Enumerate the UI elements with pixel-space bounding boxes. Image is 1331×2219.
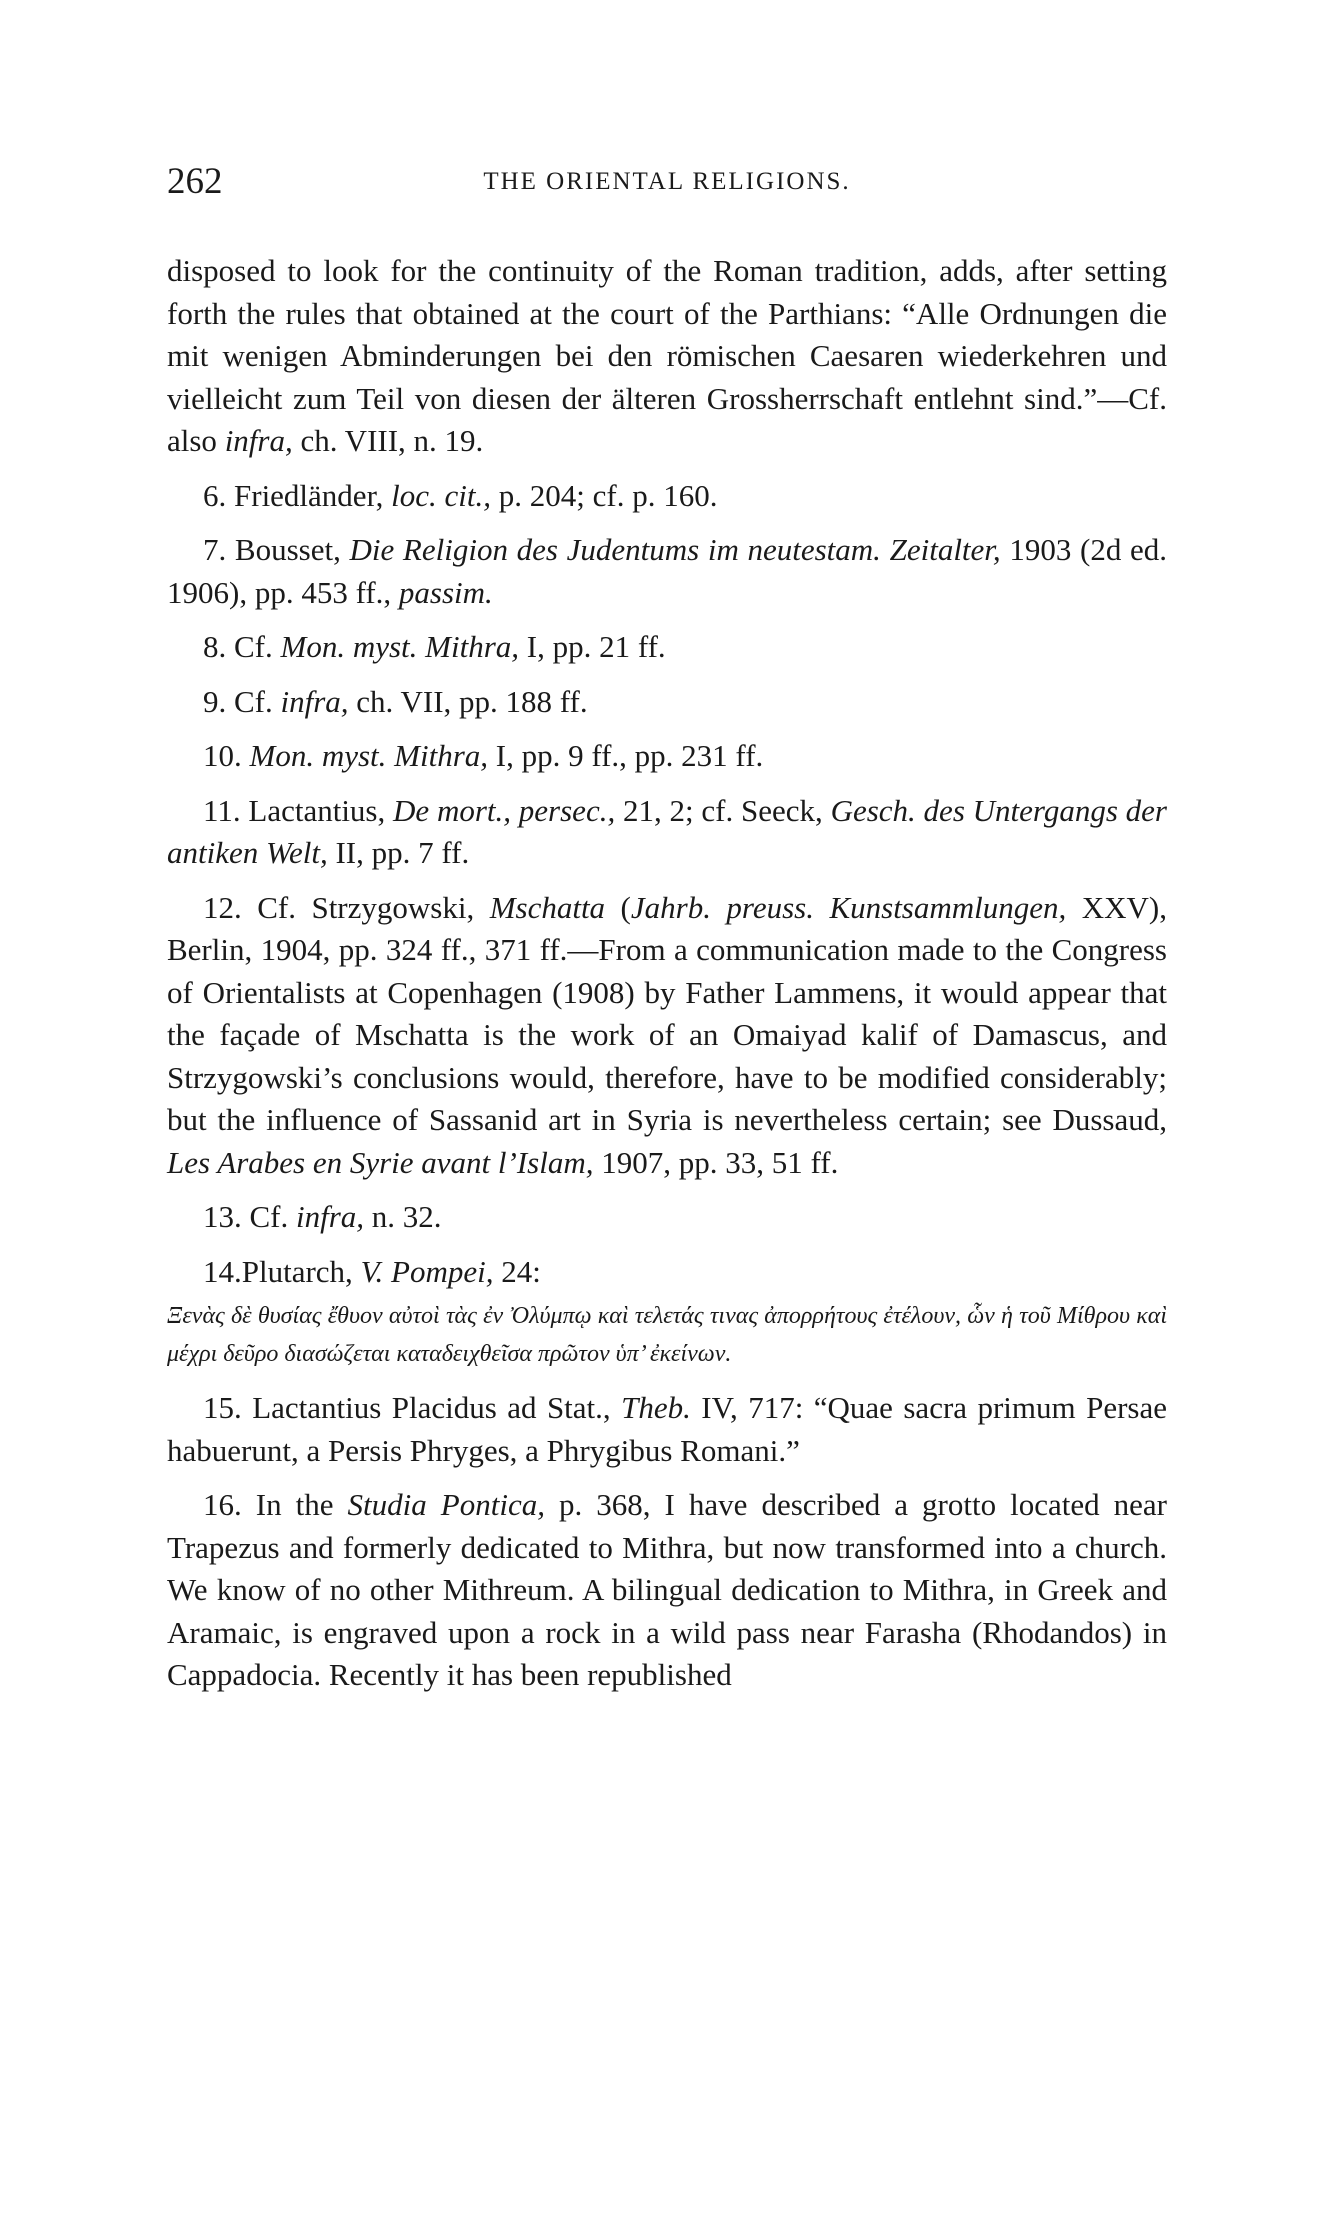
footnote-15: 15. Lactantius Placidus ad Stat., Theb. IV, 717: “Quae sacra primum Persae habuerunt, a Persis Phryges, a Phrygibus Romani.” [167,1390,1167,1468]
footnote-7: 7. Bousset, Die Religion des Judentums im neutestam. Zeitalter, 1903 (2d ed. 1906), pp. 453 ff., passim. [167,532,1167,610]
footnote-13: 13. Cf. infra, n. 32. [203,1199,442,1234]
book-page [167,160,1167,1709]
footnote-6: 6. Friedländer, loc. cit., p. 204; cf. p. 160. [203,477,718,513]
footnote-9: 9. Cf. infra, ch. VII, pp. 188 ff. [203,683,588,719]
footnote-14-greek-quote: Ξενὰς δὲ θυσίας ἔθυον αὐτοὶ τὰς ἐν Ὀλύμπῳ καὶ τελετάς τινας ἀπορρήτους ἐτέλουν, ὧν ἡ τοῦ Μίθρου καὶ μέχρι δεῦρο διασώζεται καταδειχθεῖσα πρῶτον ὑπ’ ἐκείνων. [167,1303,1167,1367]
footnote-16: 16. In the Studia Pontica, p. 368, I have described a grotto located near Trapezus and formerly dedicated to Mithra, but now transformed into a church. We know of no other Mithreum. A bilingual dedication to Mithra, in Greek and Aramaic, is engraved upon a rock in a wild pass near Farasha (Rhodandos) in Cappadocia. Recently it has been republished [167,1487,1167,1692]
footnote-11: 11. Lactantius, De mort., persec., 21, 2; cf. Seeck, Gesch. des Untergangs der antiken Welt, II, pp. 7 ff. [167,792,1167,870]
footnote-14: 14.Plutarch, V. Pompei, 24: [203,1253,541,1289]
footnote-12: 12. Cf. Strzygowski, Mschatta (Jahrb. preuss. Kunstsammlungen, XXV), Berlin, 1904, pp. 324 ff., 371 ff.—From a communication made to the Congress of Orientalists at Copenhagen (1908) by Father Lammens, it would appear that the façade of Mschatta is the work of an Omaiyad kalif of Damascus, and Strzygowski’s conclusions would, therefore, have to be modified considerably; but the influence of Sassanid art in Syria is nevertheless certain; see Dussaud, Les Arabes en Syrie avant l’Islam, 1907, pp. 33, 51 ff. [167,889,1167,1180]
footnote-10: 10. Mon. myst. Mithra, I, pp. 9 ff., pp. 231 ff. [203,738,764,773]
running-head: THE ORIENTAL RELIGIONS. [483,168,851,195]
page-header [167,160,1167,220]
page-number: 262 [167,161,223,202]
continuation-paragraph: disposed to look for the continuity of the Roman tradition, adds, after setting forth the rules that obtained at the court of the Parthians: “Alle Ordnungen die mit wenigen Abminderungen bei den römischen Caesaren wiederkehren und vielleicht zum Teil von diesen der älteren Grossherrschaft entlehnt sind.”—Cf. also infra, ch. VIII, n. 19. [167,253,1167,458]
footnote-8: 8. Cf. Mon. myst. Mithra, I, pp. 21 ff. [203,629,666,664]
